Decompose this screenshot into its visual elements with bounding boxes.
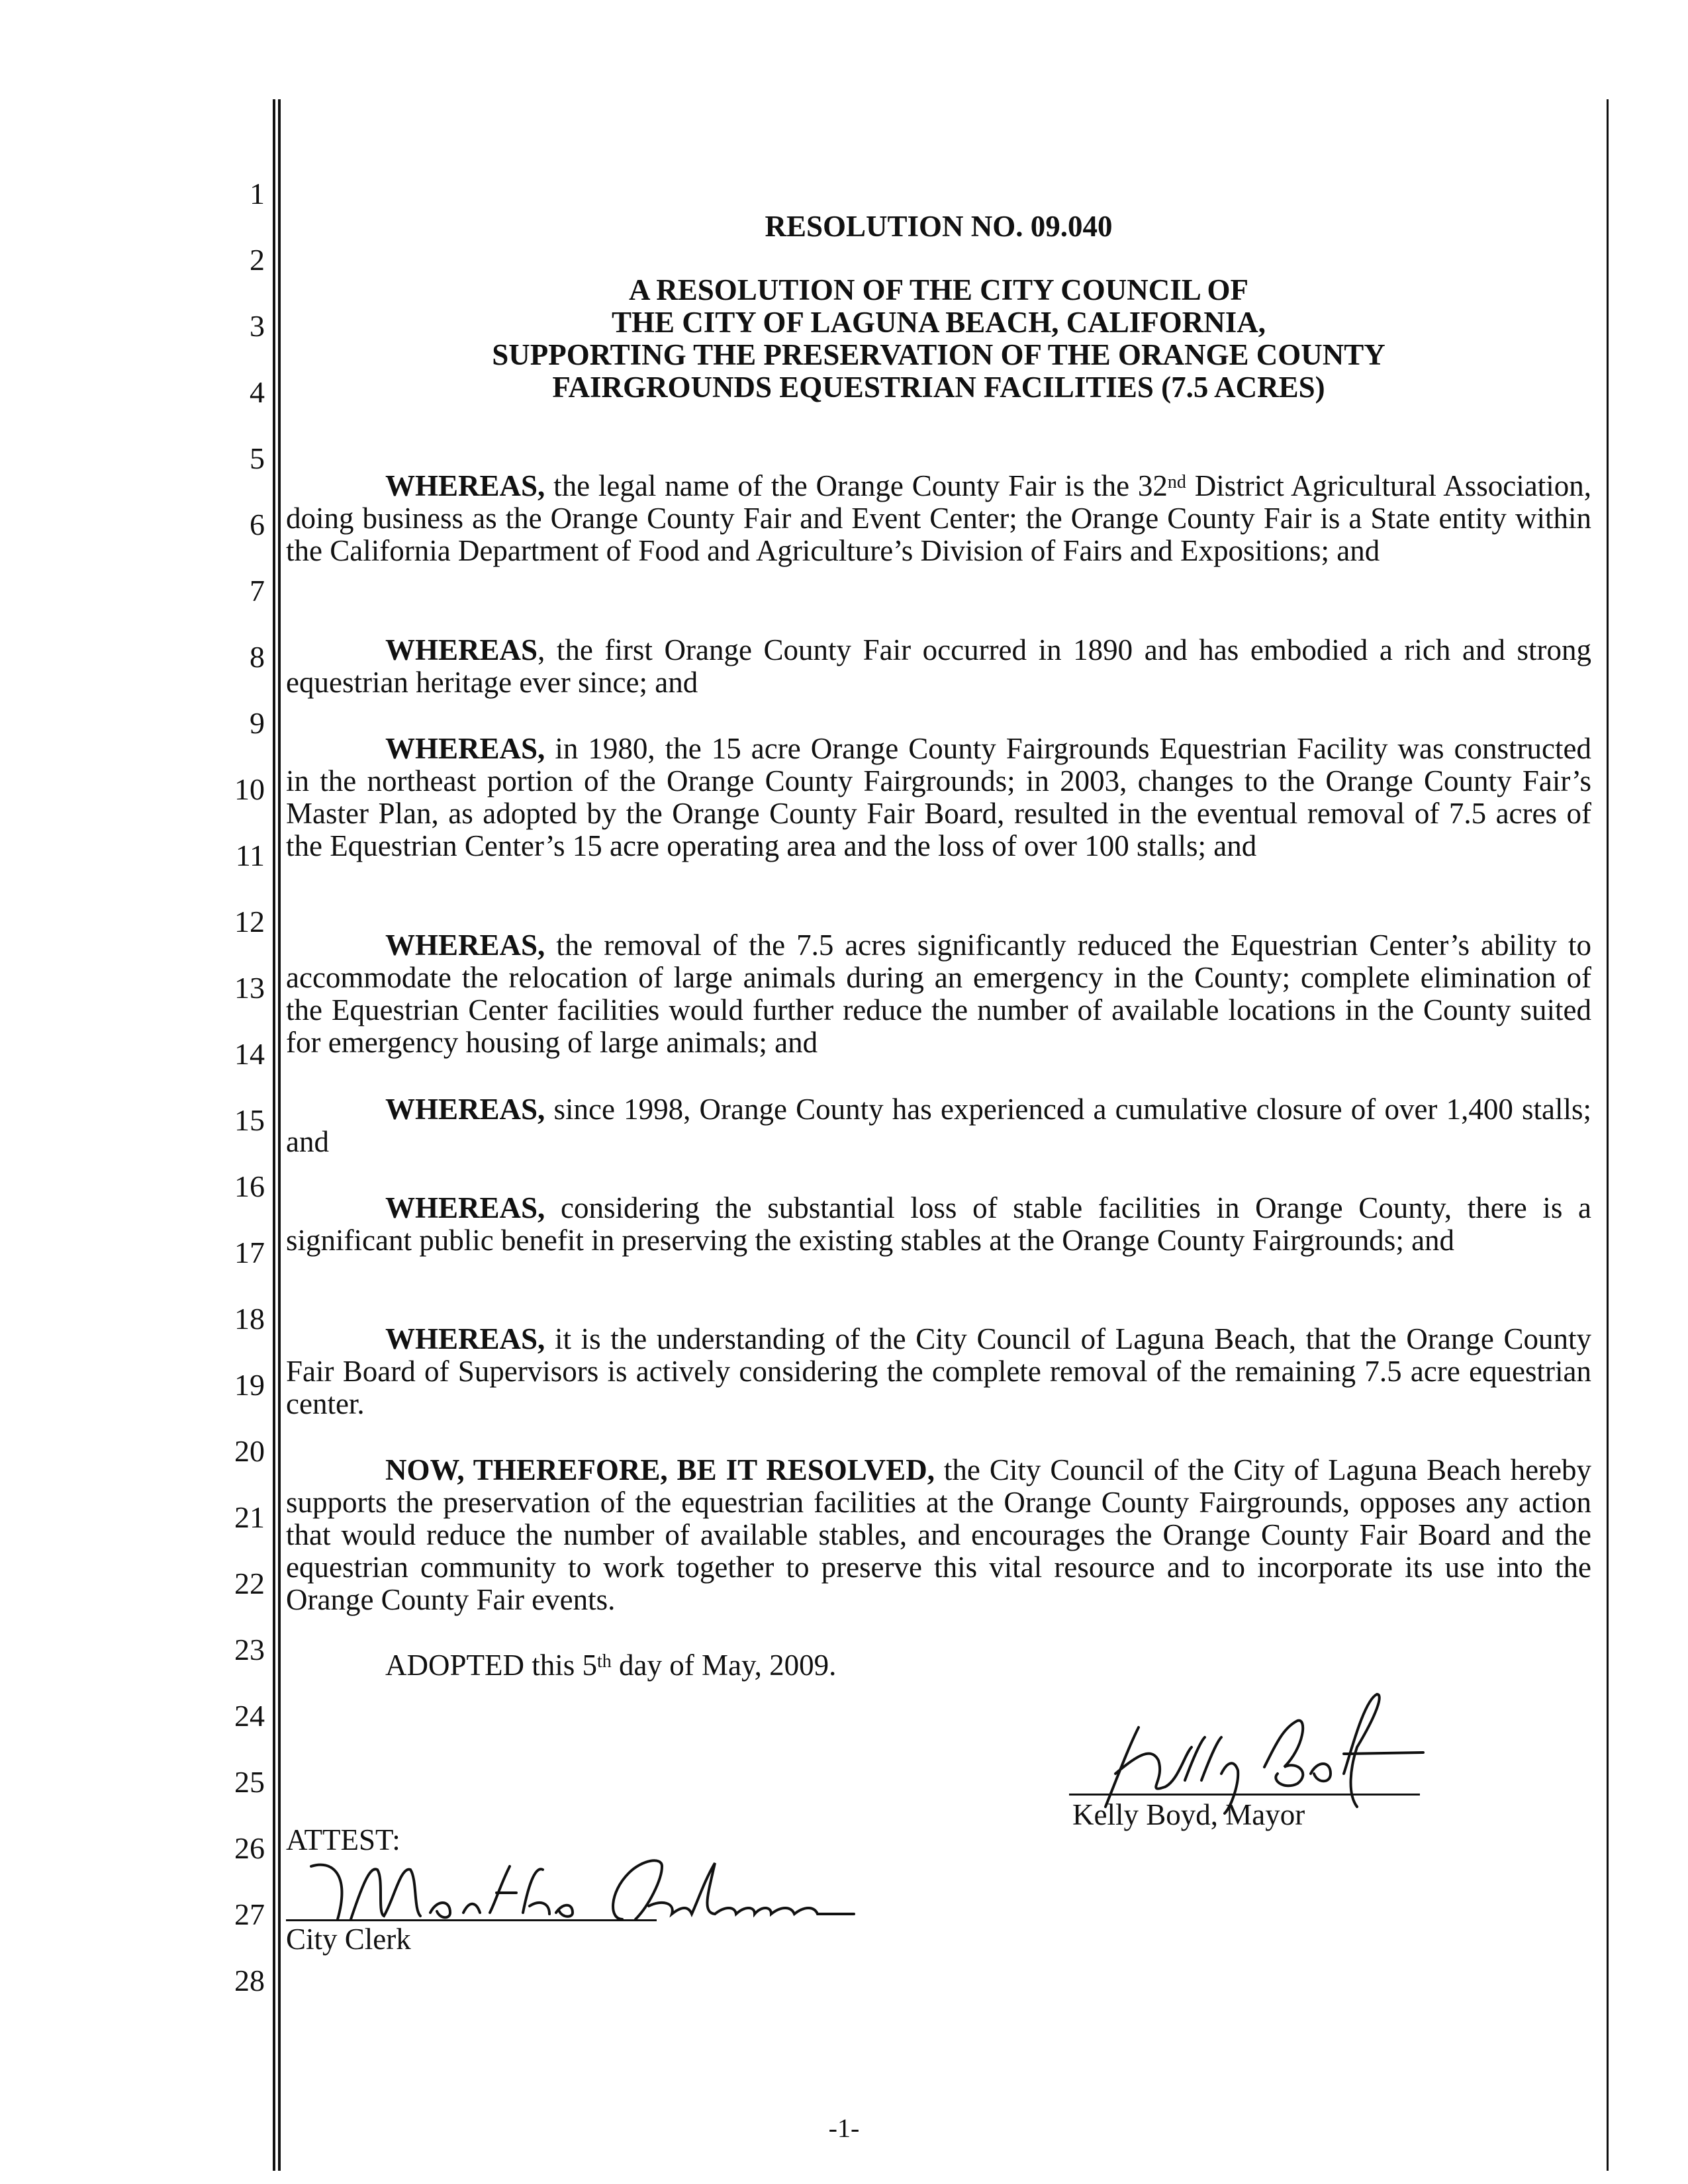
paragraph-text: , the first Orange County Fair occurred in 1890 and has embodied a rich and strong equestrian heritage ever since; and bbox=[286, 633, 1591, 699]
clerk-signature-line bbox=[286, 1919, 657, 1921]
paragraph-keyword: WHEREAS, bbox=[385, 1322, 545, 1355]
mayor-name-title: Kelly Boyd, Mayor bbox=[1072, 1798, 1305, 1831]
line-number: 27 bbox=[234, 1897, 265, 1931]
whereas-paragraph bbox=[286, 1323, 1591, 1420]
paragraph-keyword: WHEREAS, bbox=[385, 929, 545, 962]
line-number: 14 bbox=[234, 1037, 265, 1071]
whereas-paragraph bbox=[286, 1192, 1591, 1257]
paragraph-text: it is the understanding of the City Council of Laguna Beach, that the Orange County Fair Board of Supervisors is actively considering the complete removal of the remaining 7.5 acre equestrian center. bbox=[286, 1322, 1591, 1420]
adopted-date: ADOPTED this 5th day of May, 2009. bbox=[385, 1649, 837, 1682]
whereas-paragraph bbox=[286, 470, 1591, 567]
left-margin-rule-inner bbox=[278, 99, 281, 2171]
line-number: 20 bbox=[234, 1434, 265, 1468]
whereas-paragraph bbox=[286, 634, 1591, 699]
line-number: 10 bbox=[234, 772, 265, 806]
paragraph-text: in 1980, the 15 acre Orange County Fairgrounds Equestrian Facility was constructed in the northeast portion of the Orange County Fairgrounds; in 2003, changes to the Orange County Fair’s Master Plan, as adopted by the Orange County Fair Board, resulted in the eventual removal of 7.5 acres of the Equestrian Center’s 15 acre operating area and the loss of over 100 stalls; and bbox=[286, 732, 1591, 862]
paragraph-keyword: WHEREAS, bbox=[385, 1191, 545, 1224]
line-number: 16 bbox=[234, 1169, 265, 1203]
line-number: 15 bbox=[234, 1103, 265, 1137]
paragraph-keyword: WHEREAS, bbox=[385, 1093, 545, 1126]
line-number: 7 bbox=[250, 574, 265, 608]
line-number: 2 bbox=[250, 243, 265, 277]
line-number: 13 bbox=[234, 971, 265, 1005]
line-number: 9 bbox=[250, 706, 265, 740]
paragraph-text: the legal name of the Orange County Fair is the 32 bbox=[545, 469, 1168, 502]
line-number: 26 bbox=[234, 1831, 265, 1865]
paragraph-keyword: NOW, THEREFORE, BE IT RESOLVED, bbox=[385, 1453, 935, 1486]
line-number: 5 bbox=[250, 441, 265, 475]
line-number: 24 bbox=[234, 1699, 265, 1733]
mayor-signature-line bbox=[1069, 1794, 1420, 1796]
line-number: 6 bbox=[250, 508, 265, 541]
paragraph-keyword: WHEREAS bbox=[385, 633, 538, 666]
line-number: 28 bbox=[234, 1964, 265, 1997]
ordinal-suffix: nd bbox=[1167, 472, 1186, 492]
line-number: 25 bbox=[234, 1765, 265, 1799]
resolved-paragraph bbox=[286, 1454, 1591, 1616]
paragraph-keyword: WHEREAS, bbox=[385, 469, 545, 502]
paragraph-keyword: WHEREAS, bbox=[385, 732, 545, 765]
paragraph-text: the removal of the 7.5 acres significantly reduced the Equestrian Center’s ability to accommodate the relocation of large animals during an emergency in the County; complete elimination of the Equestrian Center facilities would further reduce the number of available locations in the County suited for emergency housing of large animals; and bbox=[286, 929, 1591, 1059]
paragraph-text: the City Council of the City of Laguna Beach hereby supports the preservation of the equestrian facilities at the Orange County Fairgrounds, opposes any action that would reduce the number of available stables, and encourages the Orange County Fair Board and the equestrian community to work together to preserve this vital resource and to incorporate its use into the Orange County Fair events. bbox=[286, 1453, 1591, 1616]
paragraph-text: since 1998, Orange County has experienced a cumulative closure of over 1,400 stalls; and bbox=[286, 1093, 1591, 1158]
line-number: 3 bbox=[250, 309, 265, 343]
line-number: 11 bbox=[235, 839, 265, 872]
paragraph-text: considering the substantial loss of stable facilities in Orange County, there is a significant public benefit in preserving the existing stables at the Orange County Fairgrounds; and bbox=[286, 1191, 1591, 1257]
whereas-paragraph bbox=[286, 1093, 1591, 1158]
attest-label: ATTEST: bbox=[286, 1823, 400, 1856]
resolution-title-line: THE CITY OF LAGUNA BEACH, CALIFORNIA, bbox=[611, 306, 1266, 339]
page-number: -1- bbox=[828, 2113, 860, 2143]
resolution-number: RESOLUTION NO. 09.040 bbox=[765, 210, 1113, 243]
right-margin-rule bbox=[1607, 99, 1609, 2171]
line-number: 19 bbox=[234, 1368, 265, 1402]
resolution-title-line: FAIRGROUNDS EQUESTRIAN FACILITIES (7.5 ACRES) bbox=[552, 371, 1325, 404]
line-number: 21 bbox=[234, 1500, 265, 1534]
whereas-paragraph bbox=[286, 733, 1591, 862]
line-number: 12 bbox=[234, 905, 265, 938]
line-number: 18 bbox=[234, 1302, 265, 1336]
paragraph-text: District Agricultural Association, doing business as the Orange County Fair and Event Center; the Orange County Fair is a State entity within the California Department of Food and Agriculture’s Division of Fairs and Expositions; and bbox=[286, 469, 1591, 567]
whereas-paragraph bbox=[286, 929, 1591, 1059]
line-number: 17 bbox=[234, 1236, 265, 1269]
resolution-title-line: A RESOLUTION OF THE CITY COUNCIL OF bbox=[628, 273, 1248, 306]
line-number: 23 bbox=[234, 1633, 265, 1666]
resolution-title-line: SUPPORTING THE PRESERVATION OF THE ORANGE COUNTY bbox=[492, 338, 1385, 371]
left-margin-rule-outer bbox=[273, 99, 275, 2171]
line-number: 1 bbox=[250, 177, 265, 210]
clerk-title: City Clerk bbox=[286, 1923, 411, 1956]
line-number: 4 bbox=[250, 375, 265, 409]
line-number: 8 bbox=[250, 640, 265, 674]
line-number: 22 bbox=[234, 1567, 265, 1600]
